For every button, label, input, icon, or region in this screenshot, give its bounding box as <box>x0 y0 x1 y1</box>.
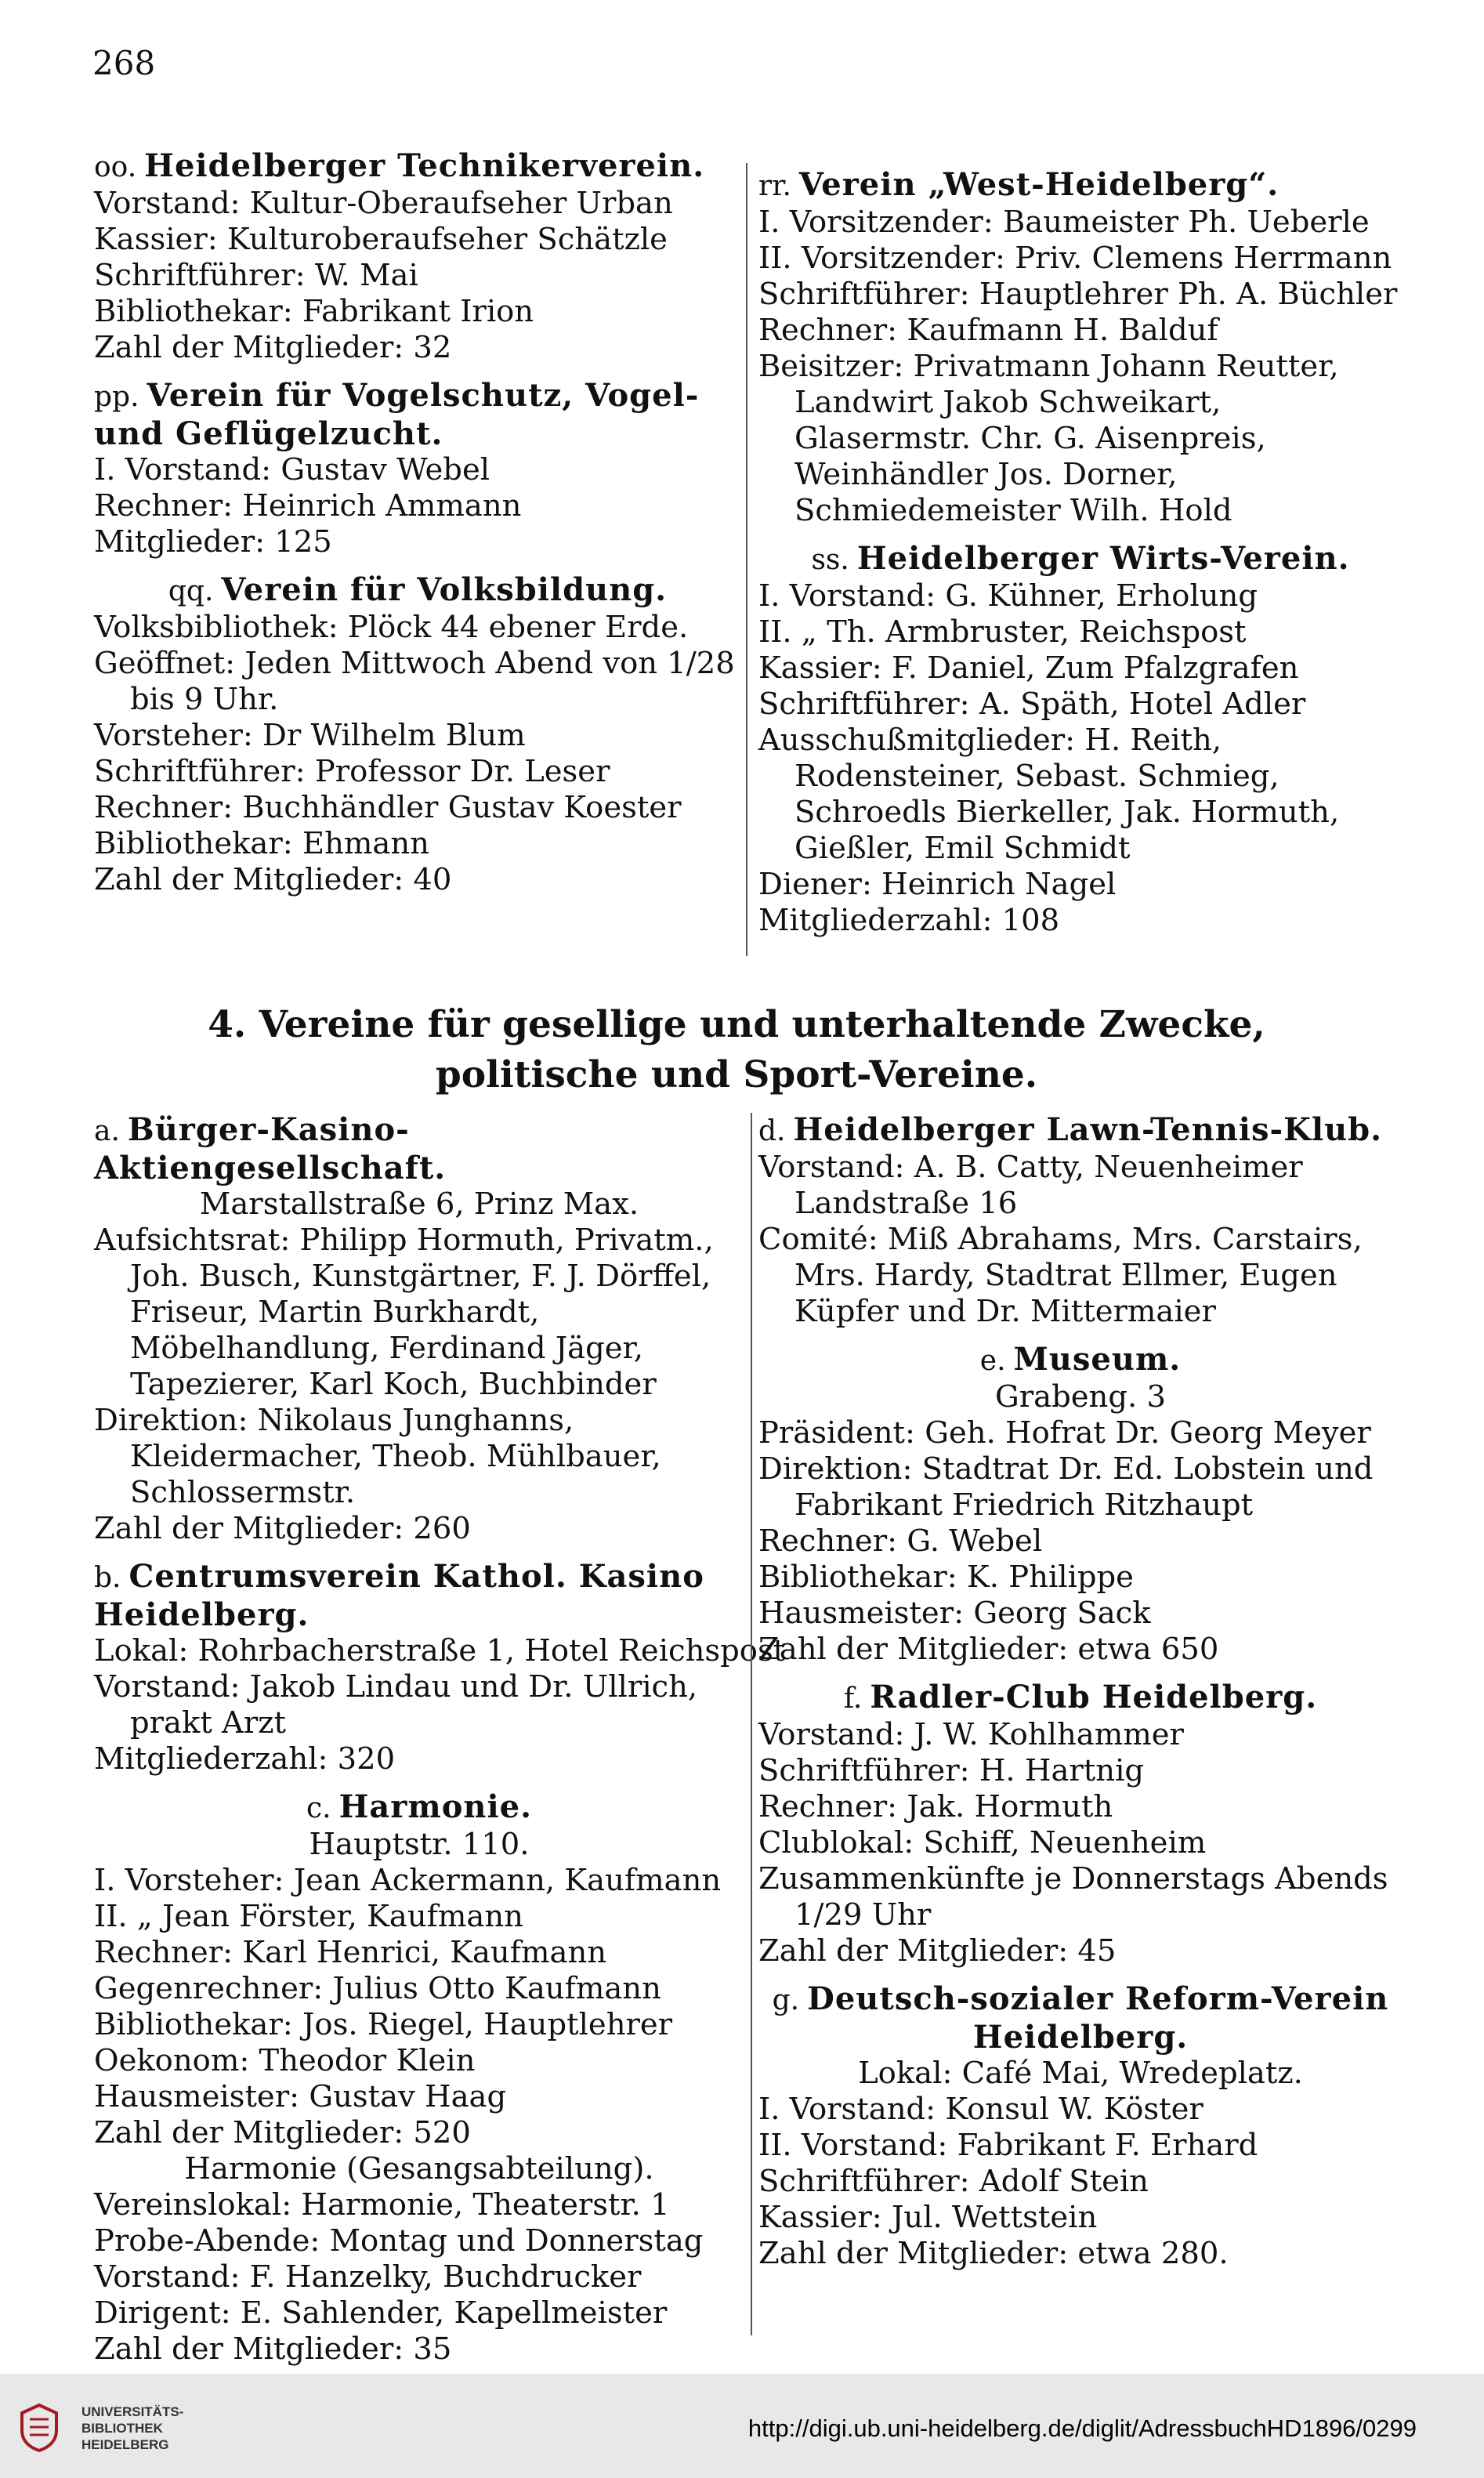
entry-line: I. Vorstand: Konsul W. Köster <box>758 2092 1203 2127</box>
entry-label: qq. <box>168 575 214 607</box>
entry-line: Ausschußmitglieder: H. Reith, Rodensteiner, Sebast. Schmieg, Schroedls Bierkeller, Jak. Hormuth, Gießler, Emil Schmidt <box>758 723 1340 866</box>
entry-heading <box>758 1111 1403 1150</box>
column-divider-bottom <box>751 1113 752 2335</box>
entry-line: Harmonie (Gesangsabteilung). <box>184 2151 654 2186</box>
entry-line: Zahl der Mitglieder: 35 <box>94 2331 452 2367</box>
entry-line: Zahl der Mitglieder: 520 <box>94 2115 471 2150</box>
entry-heading <box>758 1341 1403 1379</box>
entry-line: Zahl der Mitglieder: etwa 280. <box>758 2236 1229 2271</box>
entry-title: Deutsch-sozialer Reform-Verein Heidelberg. <box>807 1980 1389 2056</box>
entry-line: Geöffnet: Jeden Mittwoch Abend von 1/28 bis 9 Uhr. <box>94 646 735 717</box>
entry-line: II. „ Th. Armbruster, Reichspost <box>758 614 1247 650</box>
entry-label: oo. <box>94 151 137 183</box>
entry-line: Lokal: Rohrbacherstraße 1, Hotel Reichspost <box>94 1633 786 1668</box>
directory-entry <box>94 147 741 366</box>
section-heading: 4. Vereine für gesellige und unterhaltende Zwecke, politische und Sport-Vereine. <box>208 1003 1265 1096</box>
entry-line: Rechner: Heinrich Ammann <box>94 488 522 523</box>
entry-line: Rechner: Kaufmann H. Balduf <box>758 313 1218 348</box>
entry-line: Bibliothekar: Fabrikant Irion <box>94 294 534 329</box>
institution-name <box>81 2404 183 2453</box>
entry-line: Vereinslokal: Harmonie, Theaterstr. 1 <box>94 2187 670 2223</box>
entry-label: d. <box>758 1115 786 1147</box>
entry-line: Zahl der Mitglieder: 260 <box>94 1511 471 1546</box>
entry-line: Rechner: Jak. Hormuth <box>758 1789 1113 1824</box>
entry-line: Vorstand: A. B. Catty, Neuenheimer Landstraße 16 <box>758 1150 1303 1221</box>
entry-title: Heidelberger Wirts-Verein. <box>856 540 1350 577</box>
entry-line: Bibliothekar: Ehmann <box>94 826 429 861</box>
entry-line: Rechner: Karl Henrici, Kaufmann <box>94 1935 607 1970</box>
entry-line: Bibliothekar: K. Philippe <box>758 1560 1134 1595</box>
entry-line: Schriftführer: H. Hartnig <box>758 1753 1145 1788</box>
entry-line: Vorstand: Jakob Lindau und Dr. Ullrich, prakt Arzt <box>94 1669 698 1741</box>
entry-label: e. <box>979 1345 1006 1377</box>
entry-heading <box>758 1679 1403 1717</box>
entry-heading <box>94 147 741 186</box>
entry-line: Direktion: Stadtrat Dr. Ed. Lobstein und Fabrikant Friedrich Ritzhaupt <box>758 1451 1374 1523</box>
column-left-bottom <box>94 1111 786 2378</box>
entry-label: f. <box>843 1683 863 1715</box>
entry-heading <box>758 540 1403 578</box>
column-divider-top <box>746 163 747 956</box>
entry-label: rr. <box>758 170 791 202</box>
entry-line: Hausmeister: Gustav Haag <box>94 2079 507 2114</box>
institution-line: HEIDELBERG <box>81 2437 169 2452</box>
footer-bar <box>0 2374 1484 2478</box>
entry-line: Schriftführer: Hauptlehrer Ph. A. Büchler <box>758 277 1398 312</box>
entry-title: Verein für Volksbildung. <box>221 571 668 608</box>
entry-line: Comité: Miß Abrahams, Mrs. Carstairs, Mrs. Hardy, Stadtrat Ellmer, Eugen Küpfer und Dr. Mittermaier <box>758 1222 1363 1329</box>
entry-line: Diener: Heinrich Nagel <box>758 867 1117 902</box>
entry-heading <box>94 377 741 452</box>
entry-line: I. Vorstand: Gustav Webel <box>94 452 490 487</box>
entry-line: Kassier: Kulturoberaufseher Schätzle <box>94 222 668 257</box>
directory-entry <box>94 1788 744 2368</box>
directory-entry <box>94 571 741 898</box>
entry-line: Volksbibliothek: Plöck 44 ebener Erde. <box>94 610 689 645</box>
entry-line: Kassier: Jul. Wettstein <box>758 2200 1098 2235</box>
entry-line: Grabeng. 3 <box>995 1379 1166 1415</box>
entry-line: Dirigent: E. Sahlender, Kapellmeister <box>94 2295 668 2331</box>
entry-line: Aufsichtsrat: Philipp Hormuth, Privatm., Joh. Busch, Kunstgärtner, F. J. Dörffel, Friseur, Martin Burkhardt, Möbelhandlung, Ferdinand Jäger, Tapezierer, Karl Koch, Buchbinder <box>94 1223 714 1402</box>
entry-line: Vorstand: J. W. Kohlhammer <box>758 1717 1184 1752</box>
entry-title: Heidelberger Lawn-Tennis-Klub. <box>793 1111 1383 1148</box>
entry-line: Zusammenkünfte je Donnerstags Abends 1/29 Uhr <box>758 1861 1388 1933</box>
entry-line: Schriftführer: Professor Dr. Leser <box>94 754 610 789</box>
directory-entry <box>758 540 1403 939</box>
entry-line: Marstallstraße 6, Prinz Max. <box>199 1186 639 1222</box>
directory-entry <box>758 1679 1403 1969</box>
entry-line: I. Vorsitzender: Baumeister Ph. Ueberle <box>758 205 1370 240</box>
directory-entry <box>758 1111 1403 1330</box>
entry-title: Verein „West-Heidelberg“. <box>798 166 1279 203</box>
entry-label: c. <box>306 1792 331 1824</box>
entry-line: Beisitzer: Privatmann Johann Reutter, Landwirt Jakob Schweikart, Glasermstr. Chr. G. Aisenpreis, Weinhändler Jos. Dorner, Schmiedemeister Wilh. Hold <box>758 349 1339 528</box>
entry-line: Vorstand: Kultur-Oberaufseher Urban <box>94 186 673 221</box>
entry-label: g. <box>772 1984 800 2016</box>
source-url-link[interactable]: http://digi.ub.uni-heidelberg.de/diglit/AdressbuchHD1896/0299 <box>747 2415 1417 2442</box>
entry-title: Heidelberger Technikerverein. <box>144 147 705 184</box>
entry-heading <box>94 1788 744 1827</box>
entry-heading <box>94 1111 744 1186</box>
entry-heading <box>94 571 741 610</box>
page-number: 268 <box>92 44 156 82</box>
entry-line: Bibliothekar: Jos. Riegel, Hauptlehrer <box>94 2007 673 2042</box>
entry-line: Mitglieder: 125 <box>94 524 332 560</box>
entry-heading <box>758 166 1403 205</box>
entry-line: Lokal: Café Mai, Wredeplatz. <box>858 2056 1303 2091</box>
directory-entry <box>758 1980 1403 2272</box>
entry-line: Vorsteher: Dr Wilhelm Blum <box>94 718 526 753</box>
entry-title: Harmonie. <box>338 1788 533 1825</box>
entry-label: pp. <box>94 381 139 413</box>
entry-title: Verein für Vogelschutz, Vogel- und Geflügelzucht. <box>94 377 700 452</box>
entry-heading <box>94 1558 744 1633</box>
entry-line: Kassier: F. Daniel, Zum Pfalzgrafen <box>758 650 1299 686</box>
entry-line: II. Vorstand: Fabrikant F. Erhard <box>758 2128 1258 2163</box>
entry-title: Museum. <box>1013 1341 1182 1378</box>
entry-title: Radler-Club Heidelberg. <box>870 1679 1318 1715</box>
university-seal-icon <box>17 2402 61 2452</box>
entry-line: Probe-Abende: Montag und Donnerstag <box>94 2223 704 2259</box>
entry-line: Zahl der Mitglieder: etwa 650 <box>758 1632 1219 1667</box>
entry-line: Rechner: G. Webel <box>758 1523 1043 1559</box>
column-left-top <box>94 147 741 909</box>
entry-label: a. <box>94 1115 120 1147</box>
entry-line: Schriftführer: W. Mai <box>94 258 418 293</box>
entry-line: Direktion: Nikolaus Junghanns, Kleidermacher, Theob. Mühlbauer, Schlossermstr. <box>94 1403 661 1510</box>
entry-label: ss. <box>811 544 849 576</box>
entry-line: I. Vorstand: G. Kühner, Erholung <box>758 578 1258 614</box>
entry-heading <box>758 1980 1403 2056</box>
entry-title: Centrumsverein Kathol. Kasino Heidelberg. <box>94 1558 704 1633</box>
entry-line: Zahl der Mitglieder: 32 <box>94 330 452 365</box>
institution-line: UNIVERSITÄTS- <box>81 2404 184 2419</box>
entry-line: Gegenrechner: Julius Otto Kaufmann <box>94 1971 661 2006</box>
entry-line: Vorstand: F. Hanzelky, Buchdrucker <box>94 2259 642 2295</box>
directory-entry <box>758 166 1403 529</box>
entry-line: Mitgliederzahl: 320 <box>94 1741 396 1777</box>
institution-line: BIBLIOTHEK <box>81 2421 163 2436</box>
entry-line: Schriftführer: A. Späth, Hotel Adler <box>758 687 1306 722</box>
entry-line: Zahl der Mitglieder: 40 <box>94 862 452 897</box>
entry-line: Hauptstr. 110. <box>309 1827 530 1862</box>
column-right-top <box>758 166 1403 950</box>
entry-line: Rechner: Buchhändler Gustav Koester <box>94 790 682 825</box>
entry-line: Hausmeister: Georg Sack <box>758 1596 1151 1631</box>
entry-line: Schriftführer: Adolf Stein <box>758 2164 1149 2199</box>
entry-line: Zahl der Mitglieder: 45 <box>758 1933 1117 1969</box>
entry-line: I. Vorsteher: Jean Ackermann, Kaufmann <box>94 1863 722 1898</box>
column-right-bottom <box>758 1111 1403 2283</box>
entry-line: Mitgliederzahl: 108 <box>758 903 1060 938</box>
entry-line: Clublokal: Schiff, Neuenheim <box>758 1825 1207 1860</box>
entry-line: Oekonom: Theodor Klein <box>94 2043 476 2078</box>
entry-label: b. <box>94 1562 121 1594</box>
directory-entry <box>94 377 741 560</box>
entry-title: Bürger-Kasino-Aktiengesellschaft. <box>94 1111 447 1186</box>
directory-entry <box>94 1558 786 1777</box>
entry-line: II. Vorsitzender: Priv. Clemens Herrmann <box>758 241 1392 276</box>
directory-entry <box>94 1111 744 1547</box>
directory-entry <box>758 1341 1403 1668</box>
entry-line: Präsident: Geh. Hofrat Dr. Georg Meyer <box>758 1415 1371 1451</box>
entry-line: II. „ Jean Förster, Kaufmann <box>94 1899 523 1934</box>
